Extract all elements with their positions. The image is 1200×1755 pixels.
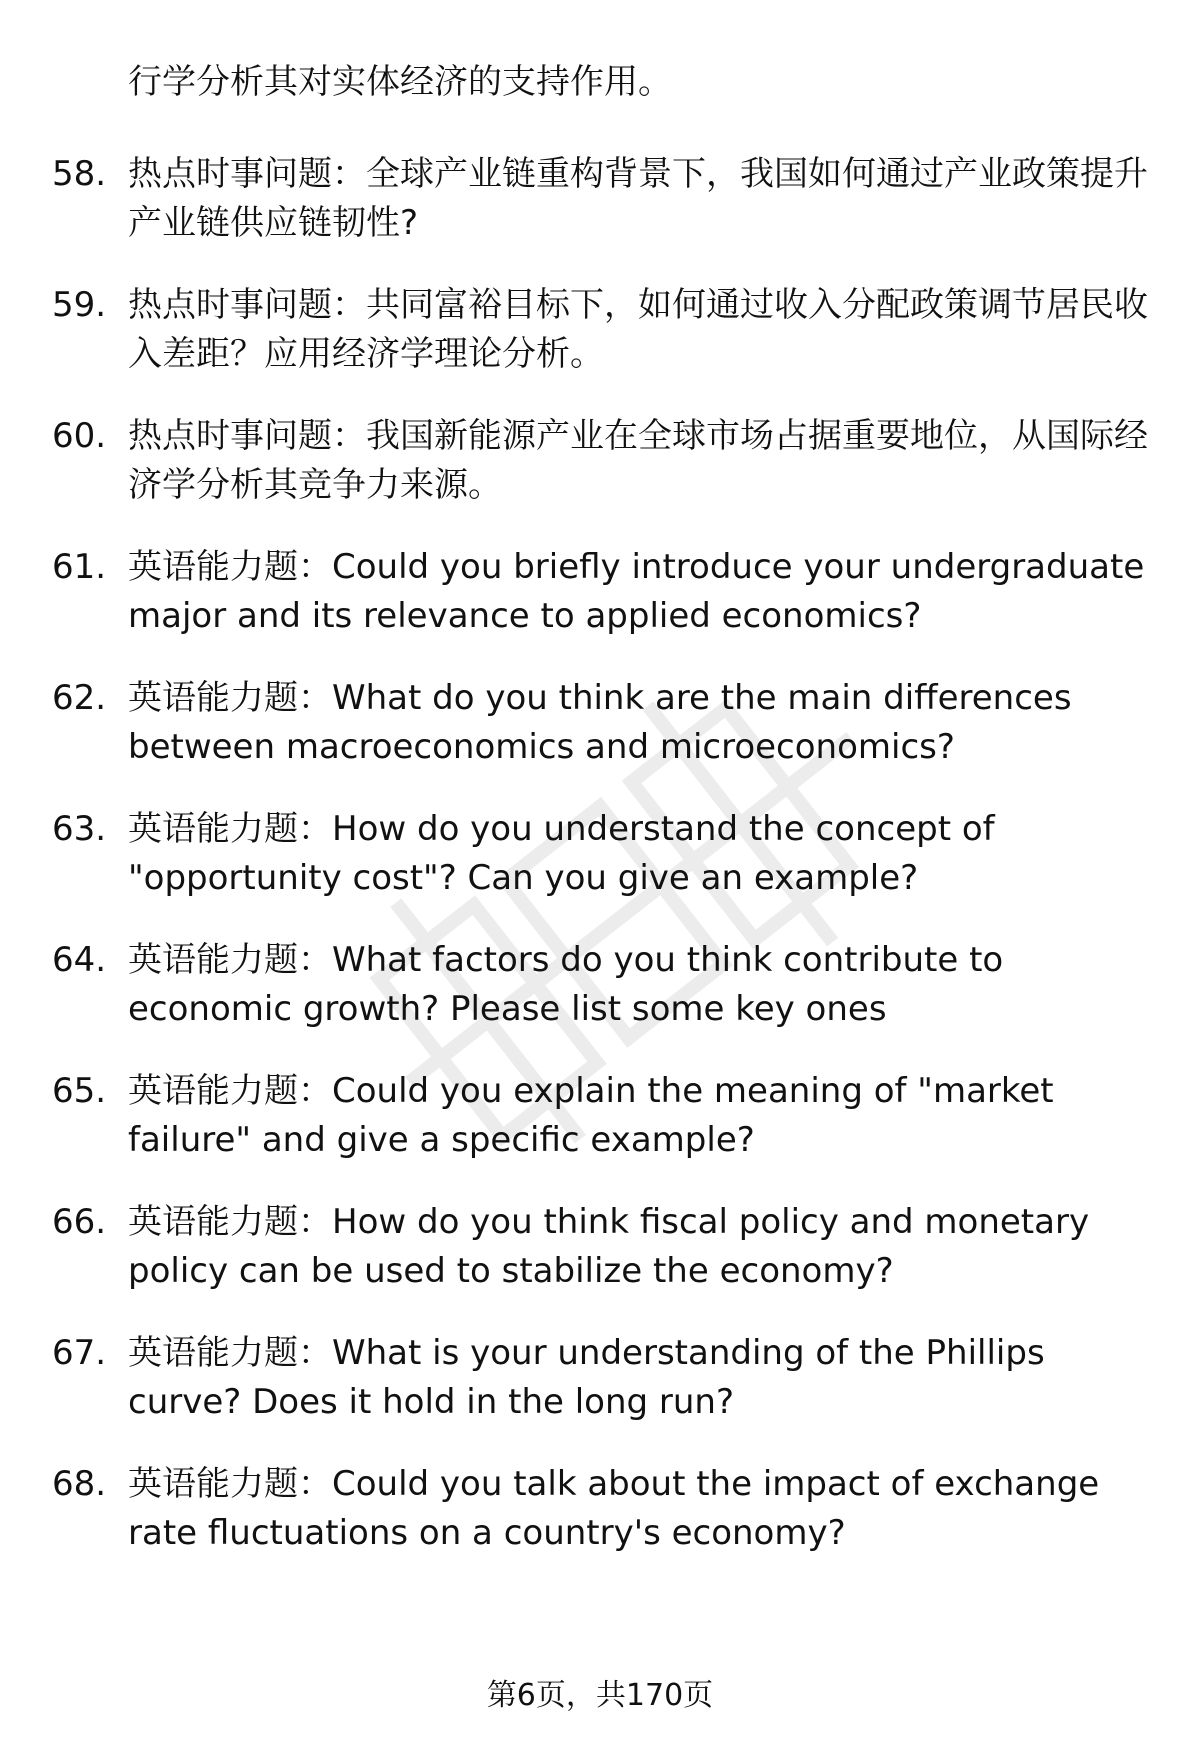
question-text: 热点时事问题：全球产业链重构背景下，我国如何通过产业政策提升产业链供应链韧性? <box>128 154 1148 243</box>
question-number: 67. <box>52 1333 107 1373</box>
list-item <box>0 936 1200 1034</box>
question-number: 64. <box>52 940 107 980</box>
page-footer: 第6页，共170页 <box>486 1678 714 1713</box>
question-text: 英语能力题：What factors do you think contribute to economic growth? Please list some key ones <box>128 940 1004 1029</box>
question-number: 68. <box>52 1464 107 1504</box>
list-item <box>0 1460 1200 1558</box>
continuation-text: 行学分析其对实体经济的支持作用。 <box>128 62 672 102</box>
list-item <box>0 412 1200 510</box>
question-number: 66. <box>52 1202 107 1242</box>
question-text: 英语能力题：Could you talk about the impact of exchange rate fluctuations on a country's economy? <box>128 1464 1100 1553</box>
question-number: 58. <box>52 154 107 194</box>
question-text: 热点时事问题：共同富裕目标下，如何通过收入分配政策调节居民收入差距？应用经济学理论分析。 <box>128 285 1148 374</box>
question-number: 60. <box>52 416 107 456</box>
question-text: 英语能力题：What is your understanding of the Phillips curve? Does it hold in the long run? <box>128 1333 1045 1422</box>
list-item <box>0 674 1200 772</box>
question-number: 63. <box>52 809 107 849</box>
list-item <box>0 543 1200 641</box>
question-text: 英语能力题：Could you briefly introduce your undergraduate major and its relevance to applied economics? <box>128 547 1145 636</box>
list-item <box>0 1198 1200 1296</box>
question-text: 英语能力题：How do you understand the concept of "opportunity cost"? Can you give an example? <box>128 809 995 898</box>
question-text: 英语能力题：How do you think fiscal policy and monetary policy can be used to stabilize the economy? <box>128 1202 1090 1291</box>
question-number: 59. <box>52 285 107 325</box>
list-item <box>0 150 1200 248</box>
question-text: 英语能力题：Could you explain the meaning of "market failure" and give a specific example? <box>128 1071 1054 1160</box>
list-item <box>0 805 1200 903</box>
list-item <box>0 1067 1200 1165</box>
question-number: 61. <box>52 547 107 587</box>
question-list <box>0 150 1200 1591</box>
question-text: 热点时事问题：我国新能源产业在全球市场占据重要地位，从国际经济学分析其竞争力来源。 <box>128 416 1148 505</box>
list-item <box>0 281 1200 379</box>
question-text: 英语能力题：What do you think are the main differences between macroeconomics and microeconomics? <box>128 678 1072 767</box>
question-number: 62. <box>52 678 107 718</box>
list-item <box>0 1329 1200 1427</box>
question-number: 65. <box>52 1071 107 1111</box>
